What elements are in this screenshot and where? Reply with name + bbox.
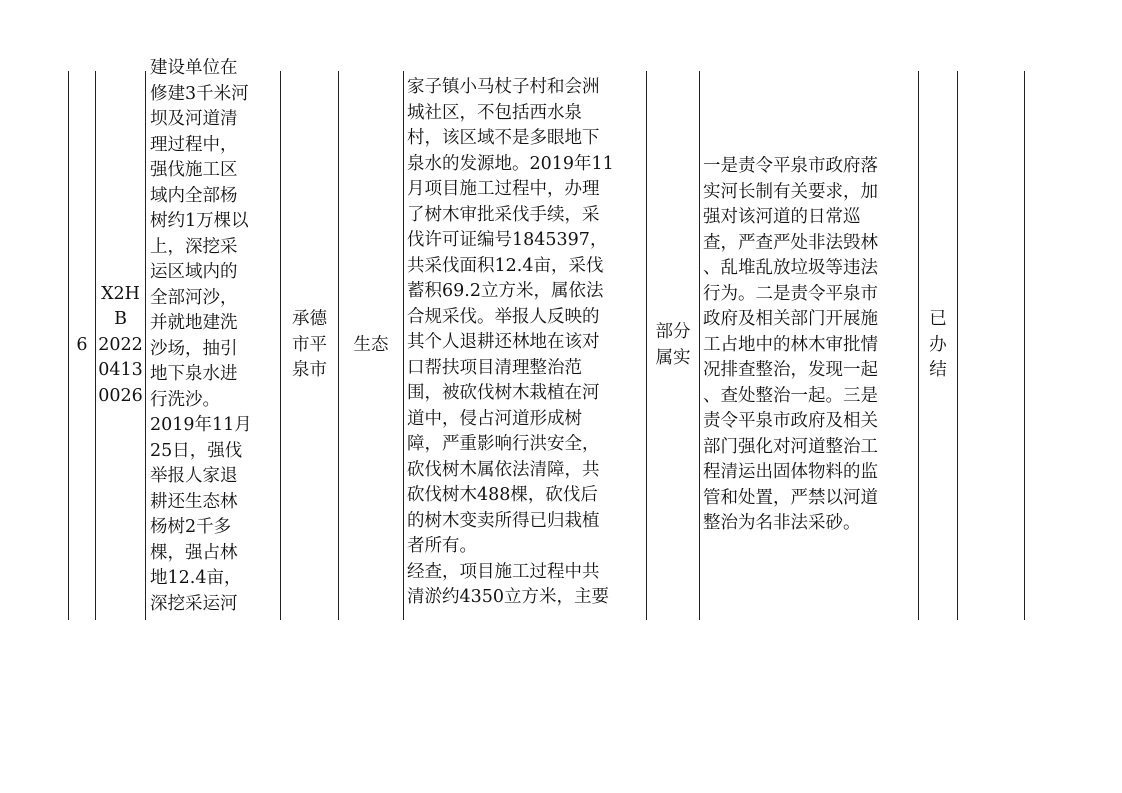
investigation-text: 家子镇小马杖子村和会洲 城社区，不包括西水泉 村，该区域不是多眼地下 泉水的发源地。2019年11 月项目施工过程中，办理 了树木审批采伐手续，采 伐许可证编号1845397， 共采伐面积12.4亩，采伐 蓄积69.2立方米，属依法 合规采伐。举报人反映的 其个人退耕还林地在该对 口帮扶项目清理整治范 围，被砍伐树木栽植在河 道中，侵占河道形成树 障，严重影响行洪安全， 砍伐树木属依法清障，共 砍伐树木488棵，砍伐后 的树木变卖所得已归栽植 者所有。 经查，项目施工过程中共 清淤约4350立方米，主要 xyxy=(407,77,614,607)
category-cell xyxy=(339,71,403,620)
table-border-7 xyxy=(699,71,700,620)
empty-cell-10 xyxy=(1025,71,1085,620)
complaint-text: 建设单位在 修建3千米河 坝及河道清 理过程中， 强伐施工区 域内全部杨 树约1万棵以 上，深挖采 运区域内的 全部河沙， 并就地建洗 沙场，抽引 地下泉水进 行洗沙。 2019年11月 25日，强伐 举报人家退 耕还生态林 杨树2千多 棵，强占林 地12.4亩， 深挖采运河 xyxy=(150,58,252,614)
table-border-2 xyxy=(145,71,146,620)
status: 已 办 结 xyxy=(929,309,947,381)
row-index-cell xyxy=(69,71,95,620)
status-cell xyxy=(919,71,957,620)
table-border-5 xyxy=(403,71,404,620)
rectification-text: 一是责令平泉市政府落 实河长制有关要求，加 强对该河道的日常巡 查，严查严处非法毁林 、乱堆乱放垃圾等违法 行为。二是责令平泉市 政府及相关部门开展施 工占地中的林木审批情 况排查整治，发现一起 、查处整治一起。三是 责令平泉市政府及相关 部门强化对河道整治工 程清运出固体物料的监 管和处置，严禁以河道 整治为名非法采砂。 xyxy=(703,156,878,534)
rectification-cell xyxy=(703,71,917,620)
empty-cell-9 xyxy=(958,71,1024,620)
region: 承德 市平 泉市 xyxy=(292,309,327,381)
region-cell xyxy=(281,71,338,620)
verdict: 部分 属实 xyxy=(655,322,691,368)
row-index: 6 xyxy=(76,334,88,355)
case-id: X2HB 2022 0413 0026 xyxy=(98,283,143,406)
verdict-cell xyxy=(647,71,699,620)
complaint-cell xyxy=(150,58,278,620)
category: 生态 xyxy=(353,334,389,355)
investigation-cell xyxy=(407,71,645,620)
case-id-cell xyxy=(96,71,145,620)
